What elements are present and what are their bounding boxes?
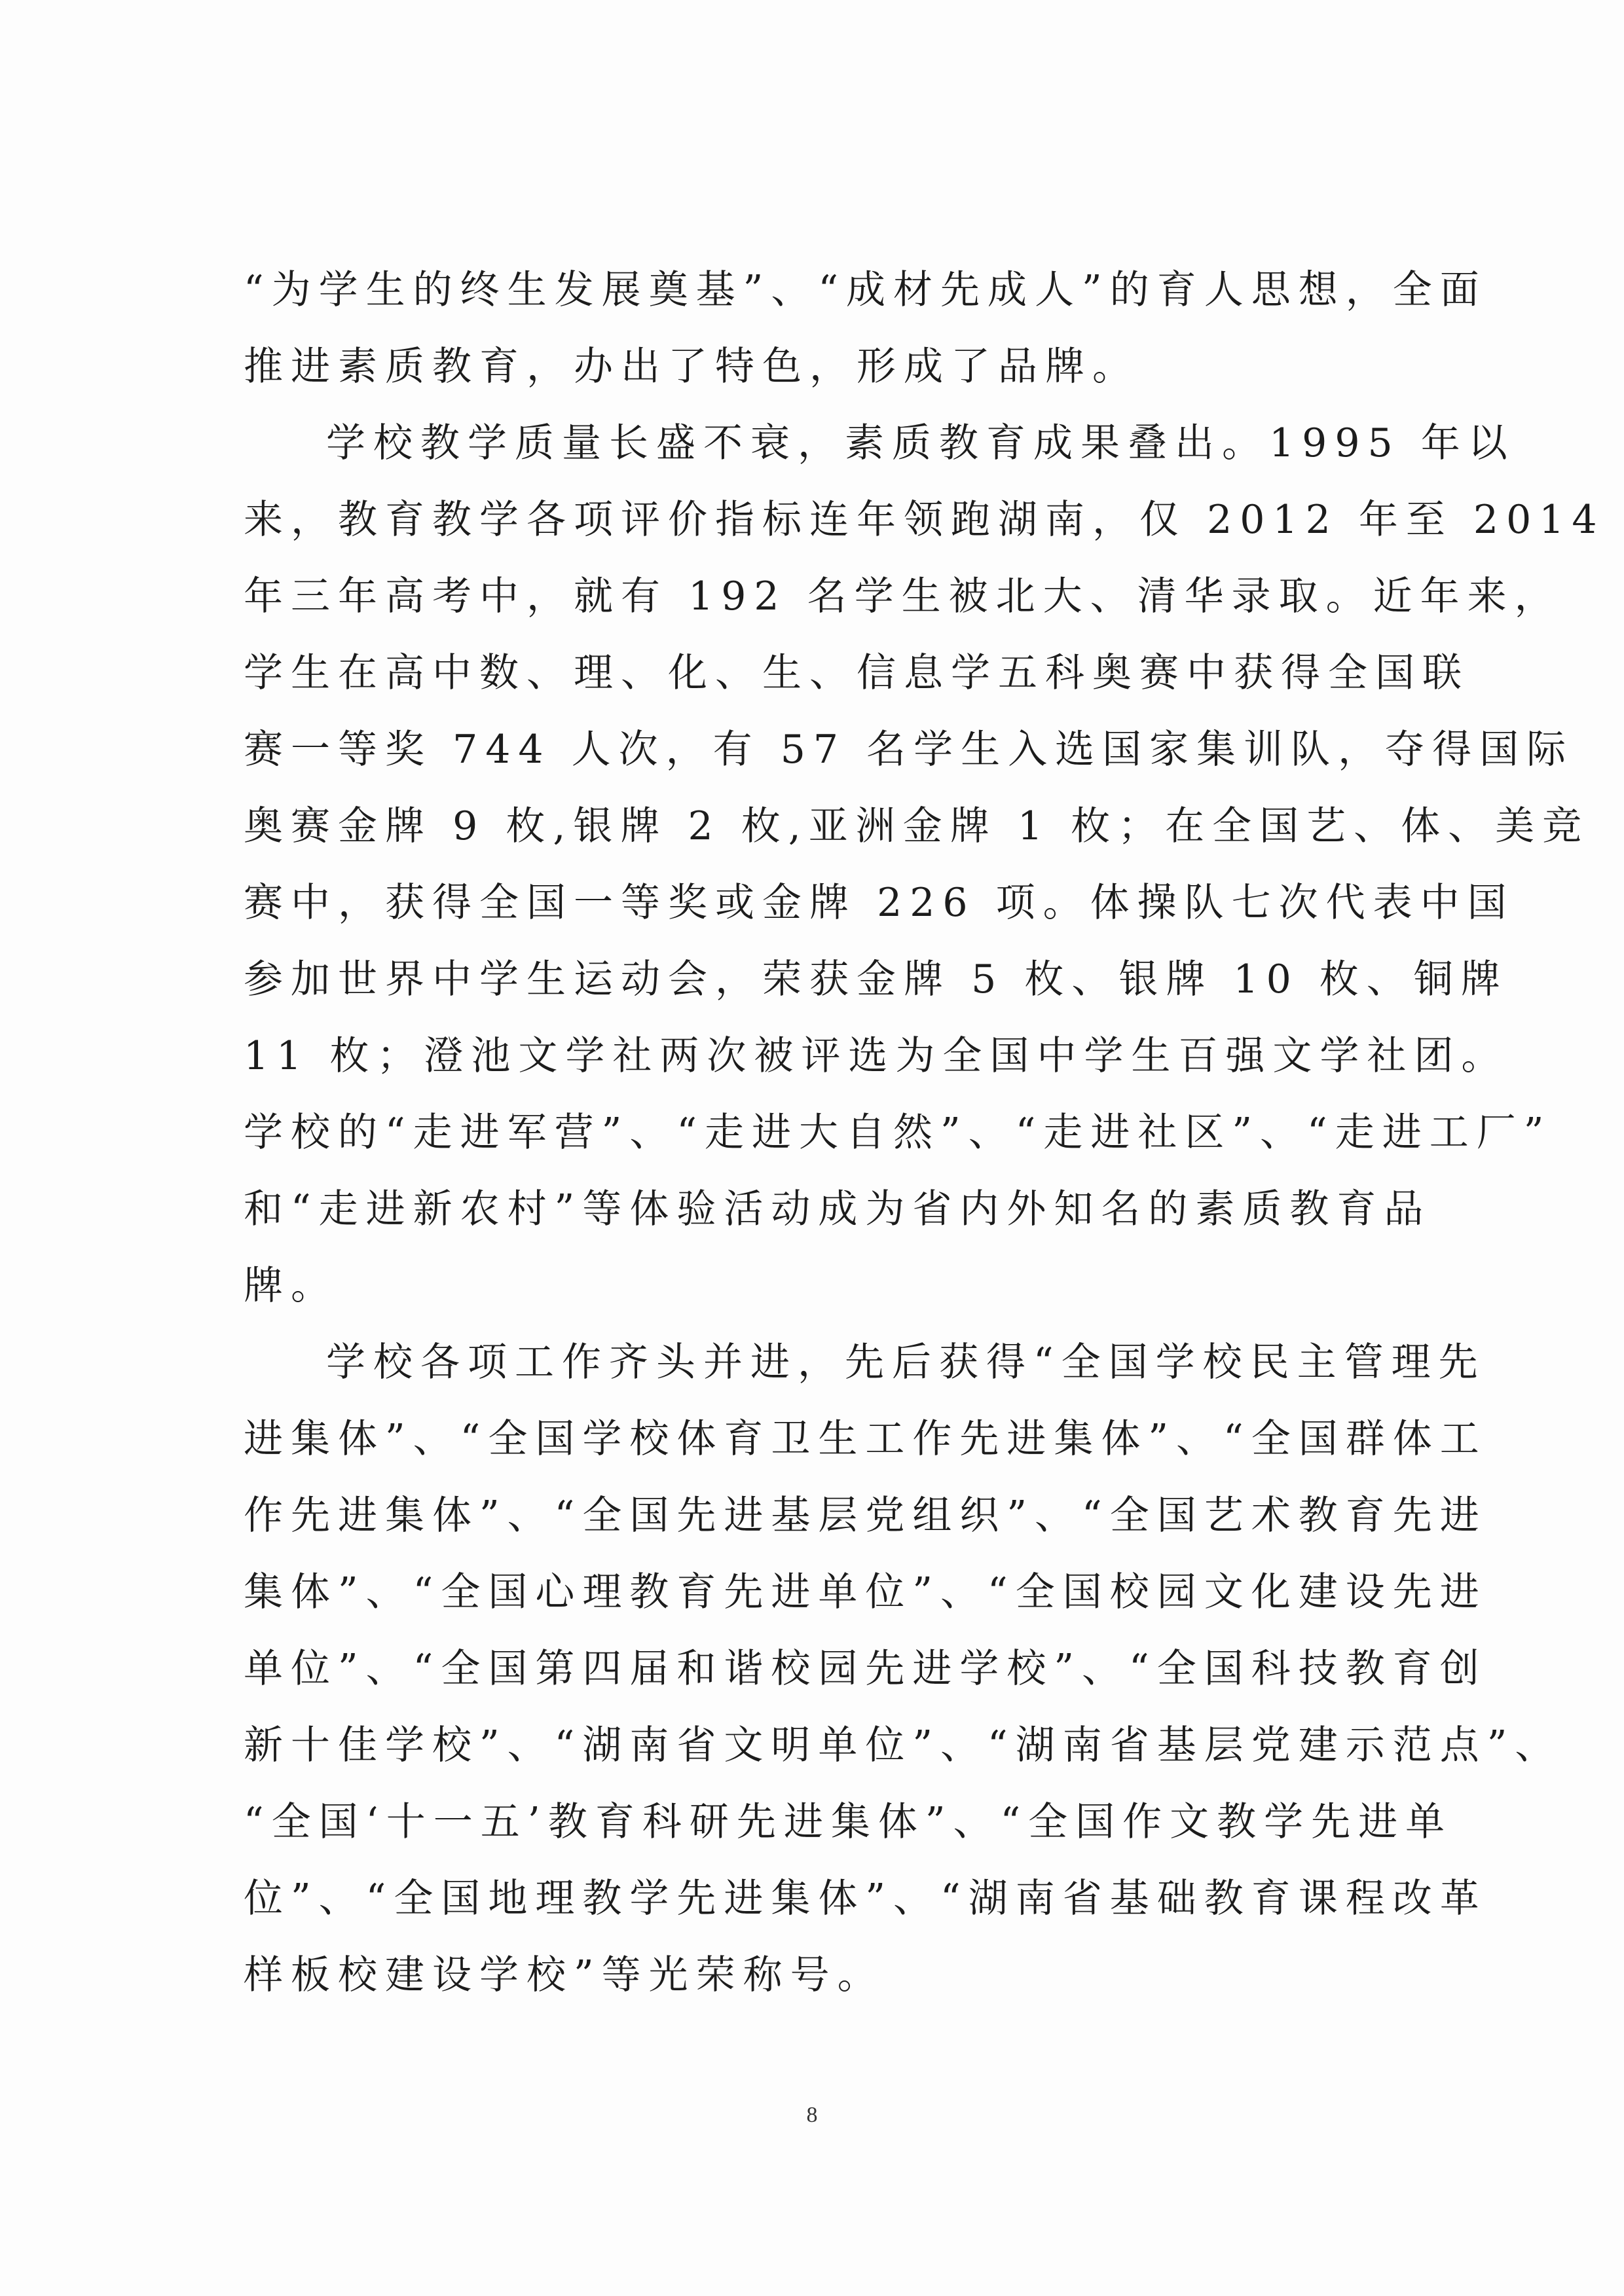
text-line: 奥赛金牌 9 枚,银牌 2 枚,亚洲金牌 1 枚；在全国艺、体、美竞 (244, 803, 1590, 849)
text-line: 来，教育教学各项评价指标连年领跑湖南，仅 2012 年至 2014 (244, 497, 1605, 543)
text-line: 赛中，获得全国一等奖或金牌 226 项。体操队七次代表中国 (244, 880, 1515, 926)
text-line: 单位”、“全国第四届和谐校园先进学校”、“全国科技教育创 (244, 1646, 1487, 1692)
text-line: 学校的“走进军营”、“走进大自然”、“走进社区”、“走进工厂” (244, 1110, 1552, 1156)
text-line: 赛一等奖 744 人次，有 57 名学生入选国家集训队，夺得国际 (244, 727, 1574, 773)
body-text (244, 252, 1605, 2014)
text-line: 位”、“全国地理教学先进集体”、“湖南省基础教育课程改革 (244, 1876, 1487, 1922)
text-line: 样板校建设学校”等光荣称号。 (244, 1952, 885, 1998)
page-number: 8 (806, 2103, 818, 2127)
text-line: 新十佳学校”、“湖南省文明单位”、“湖南省基层党建示范点”、 (244, 1722, 1562, 1768)
paragraph-first-line: 学校各项工作齐头并进，先后获得“全国学校民主管理先 (326, 1339, 1486, 1385)
text-line: 参加世界中学生运动会，荣获金牌 5 枚、银牌 10 枚、铜牌 (244, 957, 1508, 1002)
text-line: 11 枚；澄池文学社两次被评选为全国中学生百强文学社团。 (244, 1033, 1509, 1079)
paragraph-first-line: 学校教学质量长盛不衰，素质教育成果叠出。1995 年以 (326, 420, 1515, 466)
text-line: 集体”、“全国心理教育先进单位”、“全国校园文化建设先进 (244, 1569, 1487, 1615)
text-line: “为学生的终生发展奠基”、“成材先成人”的育人思想，全面 (244, 267, 1487, 313)
text-line: 学生在高中数、理、化、生、信息学五科奥赛中获得全国联 (244, 650, 1469, 696)
text-line: “全国‘十一五’教育科研先进集体”、“全国作文教学先进单 (244, 1799, 1453, 1845)
text-line: 进集体”、“全国学校体育卫生工作先进集体”、“全国群体工 (244, 1416, 1487, 1462)
text-line: 年三年高考中，就有 192 名学生被北大、清华录取。近年来， (244, 574, 1562, 619)
text-line: 推进素质教育，办出了特色，形成了品牌。 (244, 344, 1139, 390)
text-line: 作先进集体”、“全国先进基层党组织”、“全国艺术教育先进 (244, 1493, 1487, 1539)
text-line: 和“走进新农村”等体验活动成为省内外知名的素质教育品 (244, 1186, 1431, 1232)
text-line: 牌。 (244, 1263, 338, 1309)
